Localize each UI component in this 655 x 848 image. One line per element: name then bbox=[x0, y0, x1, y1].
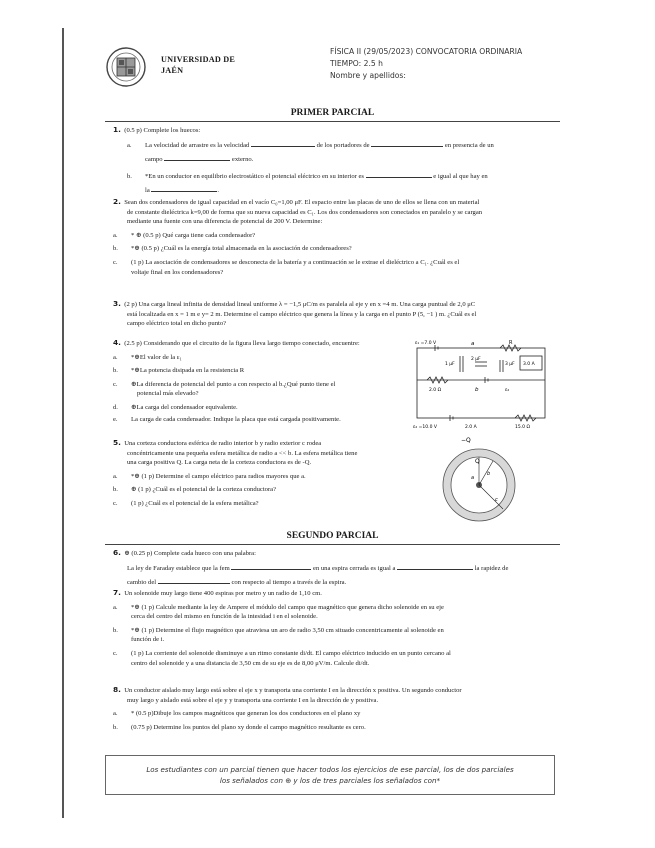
circuit-label-a: a bbox=[471, 341, 475, 347]
circuit-label-i1: 3.0 A bbox=[523, 362, 535, 367]
instructions-note: Los estudiantes con un parcial tienen que hacer todos los ejercicios de ese parcial, los de dos parciales los señalados con ⊕ y los de tres parciales los señalados con* bbox=[105, 755, 555, 795]
circuit-label-e3: ε₂ =10.0 V bbox=[413, 425, 437, 430]
section-title-part1: PRIMER PARCIAL bbox=[290, 108, 375, 118]
circuit-label-b: b bbox=[475, 387, 479, 393]
exam-sheet bbox=[105, 40, 560, 820]
section-title-part2: SEGUNDO PARCIAL bbox=[286, 531, 379, 541]
question-5: 5. Una corteza conductora esférica de radio interior b y radio exterior c rodea concéntricamente una pequeña esfera metálica de radio a << b. La esfera metálica tiene una carga positiva Q. La carga neta de la corteza conductora es de -Q. a. *⊕ (1 p) Determine el campo eléctrico para radios mayores que a. b. ⊕ (1 p) ¿Cuál es el potencial de la corteza conductora? c. (1 p) ¿Cuál es el potencial de la esfera metálica? bbox=[113, 438, 358, 507]
answer-blank[interactable] bbox=[158, 576, 230, 584]
answer-blank[interactable] bbox=[371, 139, 443, 147]
circuit-label-e1: ε₁ =7.0 V bbox=[415, 341, 437, 346]
answer-blank[interactable] bbox=[151, 184, 217, 192]
answer-blank[interactable] bbox=[164, 153, 230, 161]
circuit-label-c3: 3 μF bbox=[505, 362, 515, 367]
circuit-label-c1: 1 μF bbox=[445, 362, 455, 367]
sphere-label-inner: Q bbox=[475, 458, 480, 465]
question-8: 8. Un conductor aislado muy largo está sobre el eje x y transporta una corriente I en la dirección x positiva. Un segundo conductor muy largo y aislado está sobre el eje y y transporta una corriente I en la dirección de y positiva. a. * (0.5 p)Dibuje los campos magnéticos que generan los dos conductores en el plano xy b. (0.75 p) Determine los puntos del plano xy donde el campo magnético resultante es cero. bbox=[113, 685, 462, 731]
exam-header bbox=[330, 46, 522, 82]
answer-blank[interactable] bbox=[366, 170, 432, 178]
answer-blank[interactable] bbox=[231, 562, 311, 570]
name-label: Nombre y apellidos: bbox=[330, 71, 406, 80]
page-edge bbox=[62, 28, 64, 818]
exam-time: TIEMPO: 2.5 h bbox=[330, 59, 383, 68]
circuit-label-i2: 2.0 A bbox=[465, 425, 477, 430]
circuit-label-r2: 2.0 Ω bbox=[429, 388, 442, 393]
university-name: UNIVERSIDAD DE JAÉN bbox=[161, 55, 235, 75]
question-4: 4. (2.5 p) Considerando que el circuito de la figura lleva largo tiempo conectado, encuentre: a. *⊕El valor de la ε₁ b. *⊕La potencia disipada en la resistencia R c. ⊕La diferencia de potencial del punto a con respecto al b.¿Qué punto tiene el potencial más elevado? d. ⊕La carga del condensador equivalente. e. La carga de cada condensador. Indique la placa que está cargada positivamente. bbox=[113, 338, 360, 423]
circuit-label-r15: 15.0 Ω bbox=[515, 425, 530, 430]
circuit-label-e2: ε₂ bbox=[505, 388, 510, 393]
circuit-label-R: R bbox=[509, 340, 513, 346]
answer-blank[interactable] bbox=[397, 562, 473, 570]
circuit-diagram bbox=[405, 340, 555, 430]
sphere-label-outer: −Q bbox=[461, 437, 471, 444]
question-2: 2. Sean dos condensadores de igual capacidad en el vacío C₀=1,00 μF. El espacio entre las placas de uno de ellos se llena con un material de constante dieléctrica k=9,00 de forma que su nueva capacidad es C₁. Los dos condensadores son conectados en paralelo y se cargan mediante una fuente con una diferencia de potencial de 200 V. Determine: a. * ⊕ (0.5 p) Qué carga tiene cada condensador? b. *⊕ (0.5 p) ¿Cuál es la energía total almacenada en la asociación de condensadores? c. (1 p) La asociación de condensadores se desconecta de la batería y a continuación se le extrae el dieléctrico a C₁. ¿Cuál es el voltaje final en los condensadores? bbox=[113, 197, 483, 276]
university-seal-icon bbox=[105, 46, 147, 88]
sphere-label-c: c bbox=[495, 497, 498, 503]
divider bbox=[105, 544, 560, 545]
sphere-label-a: a bbox=[471, 475, 475, 481]
question-3: 3. (2 p) Una carga lineal infinita de densidad lineal uniforme λ = −1,5 μC/m es paralela al eje y en x =4 m. Una carga puntual de 2,0 μC está localizada en x = 1 m e y= 2 m. Determine el campo eléctrico que genera la línea y la carga en el punto P (5, −1 ) m. ¿Cuál es el campo eléctrico total en dicho punto? bbox=[113, 299, 477, 328]
sphere-diagram bbox=[435, 435, 525, 523]
question-1: 1. (0.5 p) Complete los huecos: a. La velocidad de arrastre es la velocidad de los portadores de en presencia de un campo externo. b. *En un conductor en equilibrio electrostático el potencial eléctrico en su interior es e igual al que hay en la . bbox=[113, 125, 494, 195]
question-6: 6. ⊕ (0.25 p) Complete cada hueco con una palabra: La ley de Faraday establece que la fem en una espira cerrada es igual a la rapidez de cambio del con respecto al tiempo a través de la espira. bbox=[113, 548, 509, 587]
course-title: FÍSICA II (29/05/2023) CONVOCATORIA ORDINARIA bbox=[330, 47, 523, 56]
circuit-label-c2: 2 μF bbox=[471, 357, 481, 362]
divider bbox=[105, 121, 560, 122]
answer-blank[interactable] bbox=[251, 139, 315, 147]
question-7: 7. Un solenoide muy largo tiene 400 espiras por metro y un radio de 1,10 cm. a. *⊕ (1 p) Calcule mediante la ley de Ampere el módulo del campo que magnético que genera dicho solenoide en su eje cerca del centro del mismo en función de la intesidad i en el solenoide. b. *⊕ (1 p) Determine el flujo magnético que atraviesa un aro de radio 3,50 cm situado concentricamente al solenoide en función de i. c. (1 p) La corriente del solenoide disminuye a un ritmo constante di/dt. El campo eléctrico inducido en un punto cercano al centro del solenoide y a una distancia de 3,50 cm de su eje es de 8,00 μV/m. Calcule di/dt. bbox=[113, 588, 451, 667]
sphere-label-b: b bbox=[487, 471, 491, 477]
